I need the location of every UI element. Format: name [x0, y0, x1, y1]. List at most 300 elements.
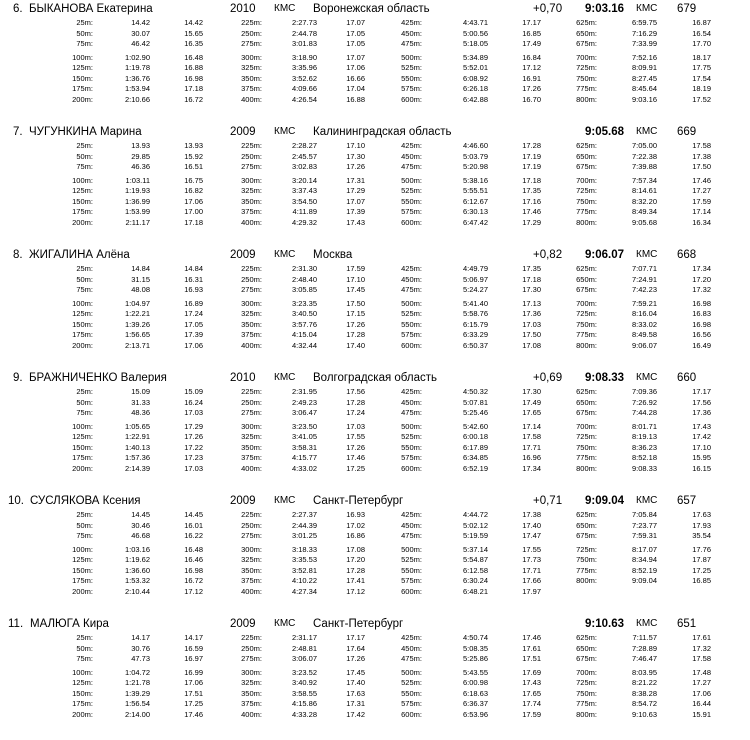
split-cell: 4:46.60 [462, 141, 488, 150]
split-row [0, 74, 750, 85]
split-cell: 17.34 [692, 264, 711, 273]
split-cell: 16.70 [522, 94, 541, 104]
split-cell: 48.36 [131, 408, 150, 417]
split-cell: 425m: [401, 510, 422, 519]
split-cell: 100m: [72, 667, 93, 677]
split-cell: 500m: [401, 667, 422, 677]
split-cell: 17.42 [692, 432, 711, 441]
reaction-diff: +0,69 [533, 372, 563, 384]
split-cell: 17.45 [346, 285, 365, 294]
split-cell: 600m: [401, 463, 422, 473]
split-cell: 75m: [76, 39, 93, 48]
split-cell: 175m: [72, 330, 93, 339]
split-cell: 550m: [401, 442, 422, 452]
split-cell: 17.59 [522, 709, 541, 719]
split-cell: 8:34.94 [631, 555, 657, 564]
split-cell: 475m: [401, 531, 422, 540]
split-cell: 16.97 [184, 654, 203, 663]
split-cell: 525m: [401, 309, 422, 318]
split-cell: 325m: [241, 186, 262, 195]
split-cell: 17.31 [346, 699, 365, 708]
split-cell: 5:38.16 [462, 175, 488, 185]
split-cell: 3:40.92 [291, 678, 317, 687]
split-cell: 1:19.62 [124, 555, 150, 564]
split-cell: 16.88 [346, 94, 365, 104]
split-cell: 700m: [576, 175, 597, 185]
split-cell: 400m: [241, 94, 262, 104]
split-cell: 3:58.55 [291, 688, 317, 698]
split-cell: 1:36.99 [124, 196, 150, 206]
split-cell: 17.66 [522, 576, 541, 585]
split-cell: 16.96 [522, 453, 541, 462]
split-cell: 16.98 [692, 319, 711, 329]
split-cell: 125m: [72, 678, 93, 687]
split-cell: 150m: [72, 565, 93, 575]
split-cell: 7:05.84 [631, 510, 657, 519]
split-cell: 17.63 [346, 688, 365, 698]
split-cell: 700m: [576, 298, 597, 308]
athlete-block [0, 617, 750, 737]
split-cell: 17.49 [522, 397, 541, 407]
split-cell: 17.02 [346, 520, 365, 530]
split-cell: 8:01.71 [631, 421, 657, 431]
split-cell: 17.76 [692, 544, 711, 554]
split-cell: 4:50.32 [462, 387, 488, 396]
athlete-rank-category: КМС [274, 126, 296, 137]
split-row [0, 63, 750, 74]
split-cell: 1:05.65 [124, 421, 150, 431]
split-cell: 16.93 [346, 510, 365, 519]
split-cell: 300m: [241, 421, 262, 431]
split-cell: 7:09.36 [631, 387, 657, 396]
split-cell: 4:11.89 [292, 207, 317, 216]
athlete-header [0, 617, 750, 631]
split-cell: 17.07 [346, 18, 365, 27]
split-cell: 125m: [72, 186, 93, 195]
split-cell: 400m: [241, 586, 262, 596]
split-cell: 4:33.28 [291, 709, 317, 719]
split-cell: 175m: [72, 84, 93, 93]
split-cell: 18.17 [692, 52, 711, 62]
split-cell: 1:04.97 [124, 298, 150, 308]
split-cell: 8:36.23 [631, 442, 657, 452]
split-cell: 25m: [76, 633, 93, 642]
split-cell: 17.25 [692, 565, 711, 575]
split-cell: 525m: [401, 678, 422, 687]
split-cell: 16.54 [692, 28, 711, 38]
splits-table [0, 633, 750, 720]
split-cell: 575m: [401, 207, 422, 216]
split-cell: 225m: [241, 264, 262, 273]
split-cell: 16.75 [184, 175, 203, 185]
athlete-place: 9. [13, 372, 23, 384]
split-cell: 17.06 [184, 196, 203, 206]
split-cell: 1:21.78 [124, 678, 150, 687]
split-cell: 3:18.33 [291, 544, 317, 554]
split-cell: 3:23.35 [291, 298, 317, 308]
athlete-region: Волгоградская область [313, 372, 437, 384]
split-cell: 550m: [401, 196, 422, 206]
split-row [0, 95, 750, 106]
split-cell: 100m: [72, 544, 93, 554]
split-cell: 375m: [241, 699, 262, 708]
split-cell: 2:31.17 [291, 633, 317, 642]
split-cell: 800m: [576, 709, 597, 719]
split-cell: 725m: [576, 678, 597, 687]
split-cell: 50m: [76, 397, 93, 407]
split-cell: 17.18 [184, 217, 203, 227]
split-cell: 425m: [401, 633, 422, 642]
split-cell: 150m: [72, 442, 93, 452]
athlete-rank-category: КМС [274, 249, 296, 260]
split-cell: 775m: [576, 207, 597, 216]
athlete-place: 11. [8, 618, 24, 630]
split-cell: 17.50 [692, 162, 711, 171]
split-cell: 17.70 [692, 39, 711, 48]
split-cell: 17.16 [522, 196, 541, 206]
split-cell: 5:34.89 [462, 52, 488, 62]
athlete-name: МАЛЮГА Кира [30, 618, 109, 630]
split-cell: 8:19.13 [631, 432, 657, 441]
split-cell: 17.04 [346, 84, 365, 93]
split-cell: 5:24.27 [462, 285, 488, 294]
split-cell: 625m: [576, 264, 597, 273]
split-cell: 17.71 [522, 565, 541, 575]
split-cell: 750m: [576, 442, 597, 452]
split-cell: 5:07.81 [462, 397, 488, 407]
split-cell: 17.43 [692, 421, 711, 431]
split-cell: 31.15 [131, 274, 150, 284]
splits-table [0, 387, 750, 474]
split-cell: 17.63 [692, 510, 711, 519]
split-cell: 275m: [241, 408, 262, 417]
split-cell: 625m: [576, 141, 597, 150]
split-cell: 3:23.50 [291, 421, 317, 431]
split-cell: 17.93 [692, 520, 711, 530]
split-cell: 6:36.37 [462, 699, 488, 708]
split-cell: 17.03 [184, 408, 203, 417]
split-cell: 9:10.63 [631, 709, 657, 719]
split-cell: 150m: [72, 319, 93, 329]
split-cell: 31.33 [131, 397, 150, 407]
split-cell: 17.38 [692, 151, 711, 161]
split-cell: 30.46 [131, 520, 150, 530]
split-cell: 8:54.72 [631, 699, 657, 708]
split-cell: 14.42 [131, 18, 150, 27]
split-cell: 9:03.16 [631, 94, 657, 104]
athlete-place: 6. [13, 3, 23, 15]
split-cell: 4:15.77 [291, 453, 317, 462]
split-cell: 2:44.78 [291, 28, 317, 38]
split-cell: 46.68 [131, 531, 150, 540]
athlete-place: 10. [8, 495, 24, 507]
split-cell: 14.45 [184, 510, 203, 519]
split-cell: 17.35 [522, 186, 541, 195]
split-cell: 17.18 [522, 274, 541, 284]
split-cell: 175m: [72, 207, 93, 216]
split-cell: 750m: [576, 73, 597, 83]
split-cell: 16.98 [184, 565, 203, 575]
athlete-header [0, 248, 750, 262]
split-cell: 17.36 [522, 309, 541, 318]
result-rank: КМС [636, 495, 658, 506]
split-cell: 200m: [72, 340, 93, 350]
split-cell: 6:15.79 [462, 319, 488, 329]
split-cell: 17.05 [346, 28, 365, 38]
split-cell: 7:46.47 [631, 654, 657, 663]
split-cell: 575m: [401, 330, 422, 339]
split-cell: 17.61 [692, 633, 711, 642]
split-cell: 16.22 [184, 531, 203, 540]
split-cell: 17.56 [346, 387, 365, 396]
split-cell: 575m: [401, 453, 422, 462]
split-cell: 17.27 [692, 678, 711, 687]
split-cell: 6:17.89 [462, 442, 488, 452]
split-cell: 5:41.40 [462, 298, 488, 308]
split-cell: 800m: [576, 217, 597, 227]
split-cell: 17.71 [522, 442, 541, 452]
split-cell: 725m: [576, 63, 597, 72]
split-cell: 6:26.18 [462, 84, 488, 93]
split-cell: 325m: [241, 432, 262, 441]
split-cell: 325m: [241, 309, 262, 318]
split-row [0, 285, 750, 296]
split-cell: 17.07 [346, 196, 365, 206]
split-cell: 17.12 [184, 586, 203, 596]
split-cell: 450m: [401, 274, 422, 284]
split-cell: 17.65 [522, 688, 541, 698]
athlete-rank-category: КМС [274, 372, 296, 383]
split-cell: 17.06 [184, 340, 203, 350]
split-cell: 14.17 [184, 633, 203, 642]
split-cell: 17.46 [184, 709, 203, 719]
split-cell: 350m: [241, 319, 262, 329]
split-cell: 425m: [401, 264, 422, 273]
split-cell: 17.28 [346, 330, 365, 339]
split-cell: 13.93 [131, 141, 150, 150]
split-cell: 17.25 [184, 699, 203, 708]
split-cell: 16.85 [522, 28, 541, 38]
split-cell: 15.91 [692, 709, 711, 719]
split-cell: 525m: [401, 432, 422, 441]
split-cell: 5:37.14 [462, 544, 488, 554]
split-cell: 800m: [576, 94, 597, 104]
split-cell: 125m: [72, 309, 93, 318]
split-cell: 225m: [241, 510, 262, 519]
split-cell: 6:30.24 [462, 576, 488, 585]
split-cell: 475m: [401, 162, 422, 171]
split-cell: 200m: [72, 463, 93, 473]
split-row [0, 545, 750, 556]
final-time: 9:09.04 [585, 495, 625, 507]
split-cell: 3:52.62 [291, 73, 317, 83]
split-cell: 1:36.76 [124, 73, 150, 83]
split-cell: 4:44.72 [462, 510, 488, 519]
split-cell: 17.36 [692, 408, 711, 417]
split-cell: 17.29 [346, 186, 365, 195]
split-cell: 16.48 [184, 544, 203, 554]
split-cell: 9:09.04 [631, 576, 657, 585]
split-cell: 4:50.74 [462, 633, 488, 642]
split-cell: 50m: [76, 28, 93, 38]
split-cell: 7:42.23 [631, 285, 657, 294]
split-cell: 17.17 [692, 387, 711, 396]
split-cell: 3:35.53 [291, 555, 317, 564]
reaction-diff: +0,82 [533, 249, 563, 261]
split-row [0, 141, 750, 152]
split-row [0, 186, 750, 197]
split-cell: 3:37.43 [291, 186, 317, 195]
athlete-header [0, 494, 750, 508]
split-cell: 46.42 [131, 39, 150, 48]
split-cell: 16.98 [692, 298, 711, 308]
athlete-name: БЫКАНОВА Екатерина [29, 3, 153, 15]
athlete-name: ЖИГАЛИНА Алёна [29, 249, 130, 261]
split-cell: 350m: [241, 565, 262, 575]
split-cell: 8:17.07 [631, 544, 657, 554]
split-cell: 3:23.52 [291, 667, 317, 677]
athlete-rank-category: КМС [274, 3, 296, 14]
split-cell: 5:55.51 [462, 186, 488, 195]
splits-table [0, 264, 750, 351]
split-row [0, 576, 750, 587]
split-cell: 4:26.54 [291, 94, 317, 104]
split-cell: 4:27.34 [291, 586, 317, 596]
split-cell: 6:12.58 [462, 565, 488, 575]
split-cell: 1:19.78 [124, 63, 150, 72]
split-cell: 17.12 [522, 63, 541, 72]
split-cell: 5:43.55 [462, 667, 488, 677]
split-cell: 17.55 [522, 544, 541, 554]
split-cell: 16.51 [184, 162, 203, 171]
split-row [0, 84, 750, 95]
final-time: 9:06.07 [585, 249, 625, 261]
split-cell: 17.97 [522, 586, 541, 596]
split-cell: 14.45 [131, 510, 150, 519]
split-cell: 17.49 [522, 39, 541, 48]
athlete-region: Воронежская область [313, 3, 430, 15]
split-cell: 600m: [401, 217, 422, 227]
split-cell: 16.99 [184, 667, 203, 677]
split-cell: 17.15 [346, 309, 365, 318]
split-cell: 17.26 [184, 432, 203, 441]
split-cell: 16.44 [692, 699, 711, 708]
split-cell: 9:05.68 [631, 217, 657, 227]
split-cell: 800m: [576, 576, 597, 585]
split-cell: 16.89 [184, 298, 203, 308]
split-cell: 4:15.04 [291, 330, 317, 339]
split-cell: 4:33.02 [291, 463, 317, 473]
split-cell: 675m: [576, 408, 597, 417]
split-cell: 3:01.25 [291, 531, 317, 540]
split-cell: 17.39 [184, 330, 203, 339]
split-cell: 2:48.40 [291, 274, 317, 284]
split-cell: 17.46 [692, 175, 711, 185]
split-cell: 2:10.66 [124, 94, 150, 104]
split-cell: 575m: [401, 576, 422, 585]
split-cell: 3:41.05 [291, 432, 317, 441]
split-cell: 17.24 [346, 408, 365, 417]
split-row [0, 654, 750, 665]
split-cell: 25m: [76, 141, 93, 150]
split-cell: 7:07.71 [631, 264, 657, 273]
split-cell: 16.87 [692, 18, 711, 27]
split-cell: 100m: [72, 52, 93, 62]
split-cell: 275m: [241, 654, 262, 663]
split-cell: 17.17 [522, 18, 541, 27]
split-row [0, 398, 750, 409]
split-row [0, 275, 750, 286]
split-cell: 17.03 [522, 319, 541, 329]
split-row [0, 29, 750, 40]
split-cell: 8:03.95 [631, 667, 657, 677]
split-cell: 17.28 [346, 565, 365, 575]
split-cell: 17.26 [346, 442, 365, 452]
split-cell: 650m: [576, 397, 597, 407]
split-cell: 275m: [241, 531, 262, 540]
split-cell: 775m: [576, 84, 597, 93]
split-cell: 3:20.14 [291, 175, 317, 185]
birth-year: 2009 [230, 495, 256, 507]
split-cell: 675m: [576, 162, 597, 171]
split-cell: 2:31.30 [291, 264, 317, 273]
split-cell: 550m: [401, 319, 422, 329]
split-cell: 700m: [576, 52, 597, 62]
split-cell: 17.55 [346, 432, 365, 441]
split-cell: 1:19.93 [124, 186, 150, 195]
split-cell: 17.32 [692, 643, 711, 653]
split-cell: 17.41 [346, 576, 365, 585]
split-cell: 2:45.57 [291, 151, 317, 161]
split-cell: 46.36 [131, 162, 150, 171]
split-cell: 2:48.81 [291, 643, 317, 653]
split-cell: 325m: [241, 63, 262, 72]
split-cell: 400m: [241, 709, 262, 719]
split-cell: 16.24 [184, 397, 203, 407]
split-row [0, 678, 750, 689]
split-cell: 775m: [576, 565, 597, 575]
split-cell: 7:28.89 [631, 643, 657, 653]
split-cell: 5:18.05 [462, 39, 488, 48]
split-cell: 17.00 [184, 207, 203, 216]
split-cell: 575m: [401, 699, 422, 708]
split-cell: 50m: [76, 151, 93, 161]
split-cell: 475m: [401, 654, 422, 663]
final-time: 9:03.16 [585, 3, 625, 15]
split-cell: 1:39.29 [124, 688, 150, 698]
split-cell: 17.07 [346, 52, 365, 62]
split-cell: 5:02.12 [462, 520, 488, 530]
result-rank: КМС [636, 126, 658, 137]
split-cell: 650m: [576, 151, 597, 161]
birth-year: 2009 [230, 126, 256, 138]
split-cell: 17.03 [346, 421, 365, 431]
split-cell: 5:20.98 [462, 162, 488, 171]
split-cell: 17.17 [346, 633, 365, 642]
split-cell: 100m: [72, 175, 93, 185]
split-cell: 475m: [401, 285, 422, 294]
birth-year: 2010 [230, 3, 256, 15]
split-cell: 17.73 [522, 555, 541, 564]
split-cell: 5:42.60 [462, 421, 488, 431]
athlete-header [0, 371, 750, 385]
split-cell: 17.65 [522, 408, 541, 417]
split-cell: 1:56.65 [124, 330, 150, 339]
split-cell: 250m: [241, 28, 262, 38]
split-cell: 16.72 [184, 576, 203, 585]
split-cell: 17.10 [692, 442, 711, 452]
split-cell: 5:08.35 [462, 643, 488, 653]
